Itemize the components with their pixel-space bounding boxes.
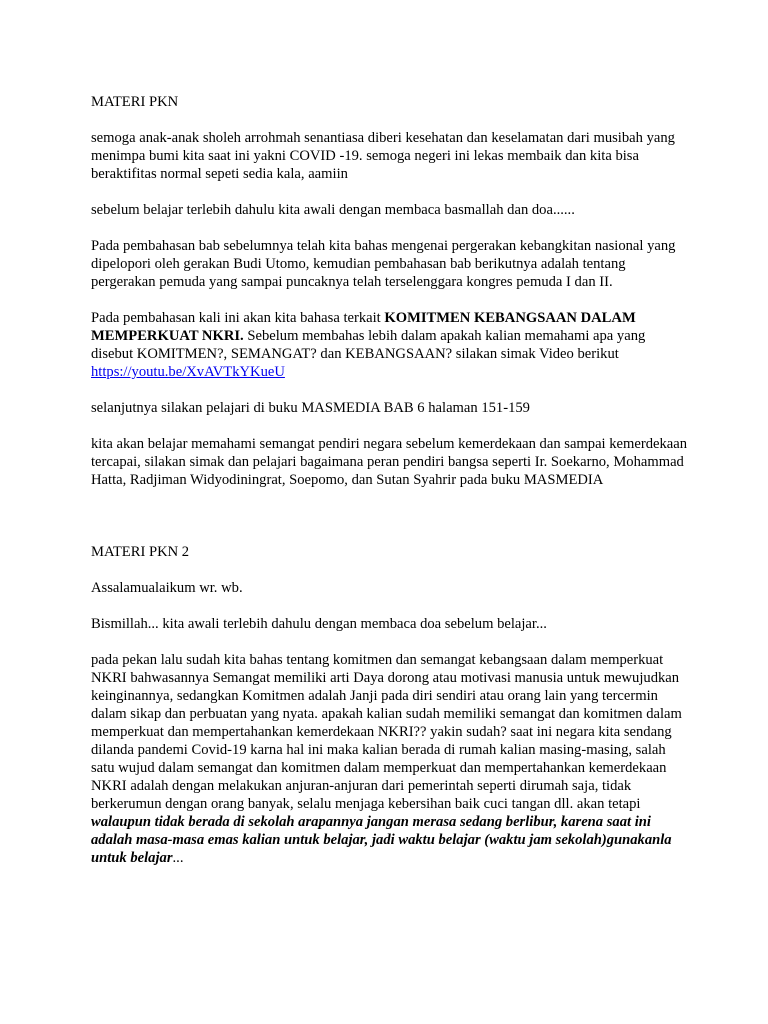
paragraph-3-emphasis: walaupun tidak berada di sekolah arapannya jangan merasa sedang berlibur, karena saat ini adalah masa-masa emas kalian untuk belajar, jadi waktu belajar (waktu jam sekolah)gunakanla untuk belajar [91,814,672,866]
paragraph-4-lead: Pada pembahasan kali ini akan kita bahasa terkait [91,310,385,326]
document-page [91,93,691,885]
section1-paragraph-1: semoga anak-anak sholeh arrohmah senantiasa diberi kesehatan dan keselamatan dari musibah yang menimpa bumi kita saat ini yakni COVID -19. semoga negeri ini lekas membaik dan kita bisa beraktifitas normal sepeti sedia kala, aamiin [91,130,675,182]
section2-paragraph-3 [91,651,691,867]
section1-title: MATERI PKN [91,94,179,110]
section-spacer [91,507,691,543]
section2-title: MATERI PKN 2 [91,544,190,560]
section1-paragraph-4 [91,309,691,381]
paragraph-4-rest: Sebelum membahas lebih dalam apakah kalian memahami apa yang disebut KOMITMEN?, SEMANGAT? dan KEBANGSAAN? silakan simak Video berikut [91,328,646,362]
paragraph-3-ellipsis: ... [172,850,184,866]
section2-paragraph-2: Bismillah... kita awali terlebih dahulu dengan membaca doa sebelum belajar... [91,616,547,632]
section1-paragraph-5: selanjutnya silakan pelajari di buku MASMEDIA BAB 6 halaman 151-159 [91,400,530,416]
section1-paragraph-6: kita akan belajar memahami semangat pendiri negara sebelum kemerdekaan dan sampai kemerdekaan tercapai, silakan simak dan pelajari bagaimana peran pendiri bangsa seperti Ir. Soekarno, Mohammad Hatta, Radjiman Widyodiningrat, Soepomo, dan Sutan Syahrir pada buku MASMEDIA [91,436,688,488]
section2-paragraph-1: Assalamualaikum wr. wb. [91,580,243,596]
section1-paragraph-3: Pada pembahasan bab sebelumnya telah kita bahas mengenai pergerakan kebangkitan nasional yang dipelopori oleh gerakan Budi Utomo, kemudian pembahasan bab berikutnya adalah tentang pergerakan pemuda yang sampai puncaknya telah terselenggara kongres pemuda I dan II. [91,238,676,290]
paragraph-3-text: pada pekan lalu sudah kita bahas tentang komitmen dan semangat kebangsaan dalam memperkuat NKRI bahwasannya Semangat memiliki arti Daya dorong atau motivasi manusia untuk mewujudkan keinginannya, sedangkan Komitmen adalah Janji pada diri sendiri atau orang lain yang tercermin dalam sikap dan perbuatan yang nyata. apakah kalian sudah memiliki semangat dan komitmen dalam memperkuat dan mempertahankan kemerdekaan NKRI?? yakin sudah? saat ini negara kita sendang dilanda pandemi Covid-19 karna hal ini maka kalian berada di rumah kalian masing-masing, salah satu wujud dalam semangat dan komitmen dalam memperkuat dan mempertahankan kemerdekaan NKRI adalah dengan melakukan anjuran-anjuran dari pemerintah seperti dirumah saja, tidak berkerumun dengan orang banyak, selalu menjaga kebersihan baik cuci tangan dll. akan tetapi [91,652,682,812]
paragraph-4-bold-heading: KOMITMEN KEBANGSAAN DALAM MEMPERKUAT NKRI. [91,310,636,344]
video-link[interactable]: https://youtu.be/XvAVTkYKueU [91,364,285,380]
section1-paragraph-2: sebelum belajar terlebih dahulu kita awali dengan membaca basmallah dan doa...... [91,202,575,218]
